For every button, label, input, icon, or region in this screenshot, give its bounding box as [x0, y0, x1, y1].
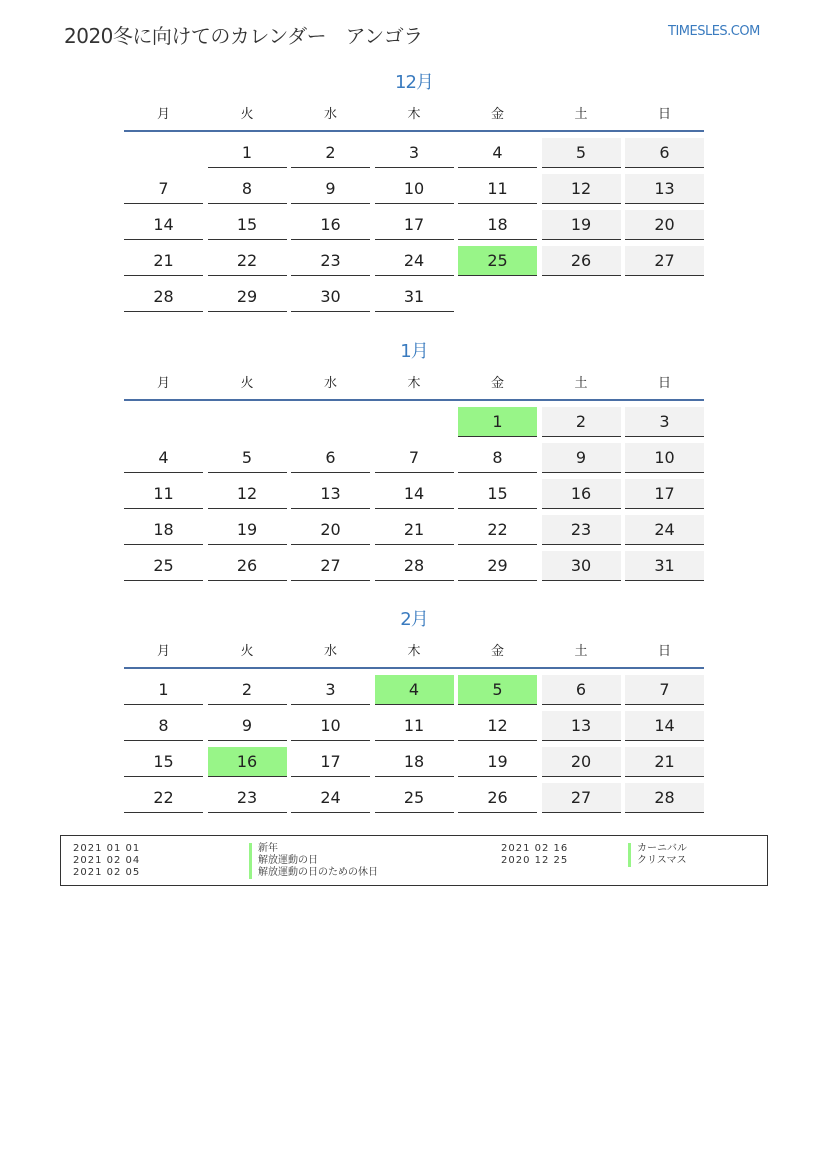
day-cell: 26 [542, 246, 621, 276]
weekday-header [124, 96, 704, 132]
weekday-label: 火 [240, 376, 254, 391]
legend-date: 2021 02 05 [73, 867, 141, 878]
day-cell: 27 [625, 246, 704, 276]
holiday-legend [60, 835, 768, 886]
legend-date: 2021 01 01 [73, 843, 141, 854]
calendar-month-december [124, 70, 704, 306]
day-cell: 3 [625, 407, 704, 437]
weekday-label: 水 [323, 644, 337, 659]
day-cell: 8 [208, 174, 287, 204]
day-cell: 15 [124, 747, 203, 777]
legend-holiday-name: カーニバル [628, 843, 687, 855]
weekday-label: 金 [490, 376, 504, 391]
day-cell: 24 [291, 783, 370, 813]
day-cell: 9 [291, 174, 370, 204]
day-cell: 17 [375, 210, 454, 240]
day-cell: 17 [625, 479, 704, 509]
day-cell: 12 [458, 711, 537, 741]
day-cell: 12 [208, 479, 287, 509]
weekday-label: 月 [156, 376, 170, 391]
weekday-label: 水 [323, 107, 337, 122]
calendar-month-february [124, 607, 704, 807]
weekday-label: 火 [240, 107, 254, 122]
legend-date: 2021 02 16 [501, 843, 569, 854]
day-cell: 25 [375, 783, 454, 813]
weekday-label: 水 [323, 376, 337, 391]
weekday-label: 金 [490, 644, 504, 659]
day-cell: 22 [124, 783, 203, 813]
month-title: 1月 [400, 341, 428, 362]
weekday-label: 月 [156, 107, 170, 122]
day-cell: 3 [291, 675, 370, 705]
page-title: 2020冬に向けてのカレンダー アンゴラ [64, 24, 423, 48]
day-cell: 27 [291, 551, 370, 581]
weekday-label: 木 [407, 107, 421, 122]
day-cell: 2 [291, 138, 370, 168]
day-cell: 27 [542, 783, 621, 813]
day-cell: 30 [542, 551, 621, 581]
weekday-label: 日 [657, 376, 671, 391]
day-cell: 9 [542, 443, 621, 473]
day-cell: 10 [291, 711, 370, 741]
day-cell: 14 [375, 479, 454, 509]
day-cell: 1 [124, 675, 203, 705]
day-cell: 24 [375, 246, 454, 276]
day-cell: 14 [625, 711, 704, 741]
day-cell: 6 [625, 138, 704, 168]
day-cell: 13 [625, 174, 704, 204]
day-cell: 2 [542, 407, 621, 437]
brand-link[interactable]: TIMESLES.COM [668, 24, 760, 39]
day-cell: 11 [124, 479, 203, 509]
weekday-label: 土 [574, 376, 588, 391]
day-cell: 20 [291, 515, 370, 545]
day-cell: 8 [124, 711, 203, 741]
day-cell: 28 [375, 551, 454, 581]
day-cell: 3 [375, 138, 454, 168]
day-cell: 31 [375, 282, 454, 312]
day-cell: 16 [291, 210, 370, 240]
day-cell: 7 [625, 675, 704, 705]
legend-holiday-name: 解放運動の日 [249, 855, 318, 867]
day-cell: 4 [458, 138, 537, 168]
legend-date: 2020 12 25 [501, 855, 569, 866]
day-cell: 4 [124, 443, 203, 473]
legend-holiday-name: 新年 [249, 843, 278, 855]
day-cell: 23 [542, 515, 621, 545]
day-cell: 22 [208, 246, 287, 276]
weekday-label: 火 [240, 644, 254, 659]
day-cell: 12 [542, 174, 621, 204]
day-cell: 7 [124, 174, 203, 204]
day-cell-holiday: 5 [458, 675, 537, 705]
day-cell: 20 [542, 747, 621, 777]
legend-holiday-name: 解放運動の日のための休日 [249, 867, 378, 879]
day-cell: 13 [542, 711, 621, 741]
day-cell: 18 [375, 747, 454, 777]
day-cell: 5 [542, 138, 621, 168]
day-cell: 29 [208, 282, 287, 312]
day-cell: 19 [208, 515, 287, 545]
day-cell-holiday: 25 [458, 246, 537, 276]
weekday-label: 日 [657, 107, 671, 122]
month-title: 12月 [395, 72, 433, 93]
day-cell: 5 [208, 443, 287, 473]
day-cell: 29 [458, 551, 537, 581]
day-cell: 7 [375, 443, 454, 473]
day-cell: 23 [291, 246, 370, 276]
month-title: 2月 [400, 609, 428, 630]
day-cell: 23 [208, 783, 287, 813]
weekday-label: 月 [156, 644, 170, 659]
day-cell: 18 [458, 210, 537, 240]
day-cell: 10 [625, 443, 704, 473]
day-cell: 26 [458, 783, 537, 813]
day-cell: 10 [375, 174, 454, 204]
day-cell-holiday: 1 [458, 407, 537, 437]
day-cell: 9 [208, 711, 287, 741]
weekday-header [124, 633, 704, 669]
day-cell: 30 [291, 282, 370, 312]
day-cell: 22 [458, 515, 537, 545]
day-cell: 26 [208, 551, 287, 581]
legend-holiday-name: クリスマス [628, 855, 687, 867]
day-cell: 28 [625, 783, 704, 813]
weekday-label: 土 [574, 107, 588, 122]
day-cell-holiday: 16 [208, 747, 287, 777]
legend-date: 2021 02 04 [73, 855, 141, 866]
day-cell: 2 [208, 675, 287, 705]
day-cell: 15 [458, 479, 537, 509]
day-cell: 6 [542, 675, 621, 705]
day-cell: 31 [625, 551, 704, 581]
day-cell: 6 [291, 443, 370, 473]
day-cell: 14 [124, 210, 203, 240]
day-cell: 17 [291, 747, 370, 777]
day-cell: 16 [542, 479, 621, 509]
calendar-month-january [124, 339, 704, 575]
weekday-label: 金 [490, 107, 504, 122]
day-cell: 28 [124, 282, 203, 312]
day-cell: 19 [542, 210, 621, 240]
day-cell: 21 [375, 515, 454, 545]
day-cell: 25 [124, 551, 203, 581]
day-cell: 13 [291, 479, 370, 509]
day-cell: 20 [625, 210, 704, 240]
day-cell: 8 [458, 443, 537, 473]
weekday-label: 土 [574, 644, 588, 659]
weekday-label: 木 [407, 376, 421, 391]
weekday-label: 日 [657, 644, 671, 659]
day-cell: 21 [625, 747, 704, 777]
day-cell-holiday: 4 [375, 675, 454, 705]
day-cell: 24 [625, 515, 704, 545]
day-cell: 18 [124, 515, 203, 545]
day-cell: 15 [208, 210, 287, 240]
day-cell: 11 [458, 174, 537, 204]
day-cell: 11 [375, 711, 454, 741]
weekday-label: 木 [407, 644, 421, 659]
weekday-header [124, 365, 704, 401]
day-cell: 19 [458, 747, 537, 777]
day-cell: 1 [208, 138, 287, 168]
day-cell: 21 [124, 246, 203, 276]
